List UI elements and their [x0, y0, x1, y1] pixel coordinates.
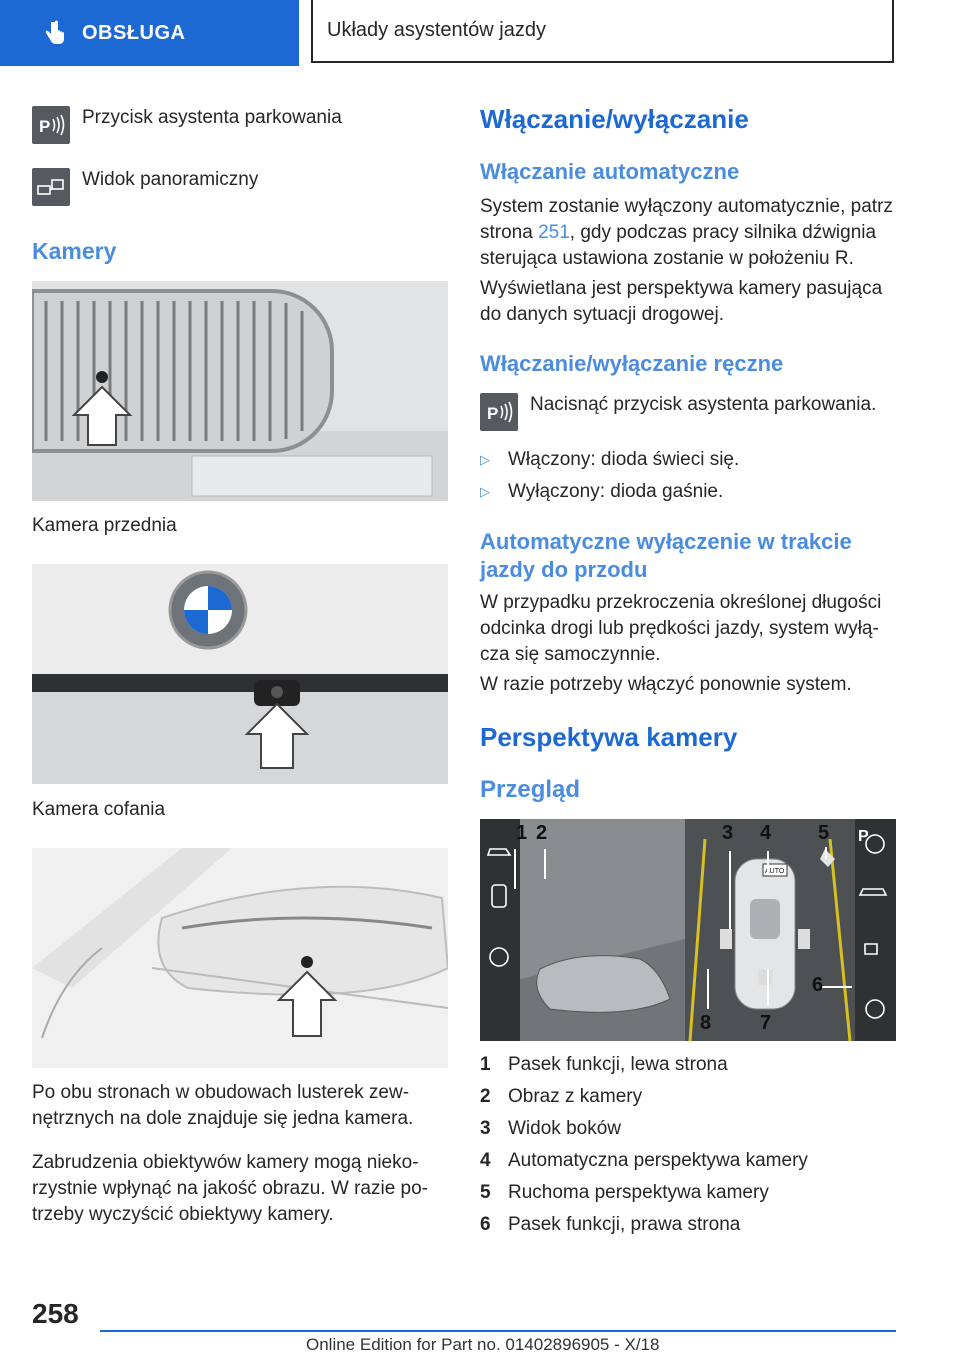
subheading: Włączanie/wyłączanie ręczne — [480, 351, 784, 376]
list-item: ▷ Wyłączony: dioda gaśnie. — [480, 481, 724, 502]
callout-2: 2 — [536, 822, 548, 844]
icon-item-label: Nacisnąć przycisk asystenta parkowania. — [530, 394, 877, 415]
triangle-bullet-icon: ▷ — [480, 484, 490, 499]
svg-text:P: P — [39, 117, 51, 136]
chapter-title: Układy asystentów jazdy — [327, 19, 546, 41]
paragraph: Po obu stronach w obudowach lusterek zewnętrznych na dole znajduje się jedna kamera. — [32, 1082, 414, 1129]
icon-item-panorama — [32, 168, 258, 206]
subheading: Automatyczne wyłączenie w trakcie jazdy do przodu — [480, 529, 852, 582]
page-header — [0, 0, 960, 66]
list-item: 5 Ruchoma perspektywa kamery — [480, 1182, 769, 1203]
subheading: Przegląd — [480, 776, 581, 803]
list-item: 3 Widok boków — [480, 1118, 621, 1139]
hand-pointer-icon — [40, 19, 68, 47]
callout-4: 4 — [760, 822, 772, 844]
section-title: Włączanie/wyłączanie — [480, 104, 749, 134]
image-caption: Kamera przednia — [32, 515, 177, 536]
page-link[interactable]: 251 — [538, 222, 570, 243]
list-item: 4 Automatyczna perspektywa kamery — [480, 1150, 808, 1171]
callout-6: 6 — [812, 974, 824, 996]
icon-item-parking — [32, 106, 342, 144]
list-item: 2 Obraz z kamery — [480, 1086, 643, 1107]
parking-assistant-icon — [480, 393, 518, 431]
callout-8: 8 — [700, 1012, 712, 1034]
cameras-heading: Kamery — [32, 238, 117, 264]
legend-list — [480, 1049, 808, 1241]
camera-display-image — [480, 819, 896, 1041]
auto-badge: AUTO — [765, 868, 785, 875]
mirror-camera-image — [32, 848, 448, 1068]
page-number: 258 — [32, 1298, 79, 1329]
rear-camera-image — [32, 564, 448, 784]
svg-text:P: P — [858, 828, 869, 845]
triangle-bullet-icon: ▷ — [480, 452, 490, 467]
list-item: ▷ Włączony: dioda świeci się. — [480, 449, 740, 470]
edition-text: Online Edition for Part no. 01402896905 - X/18 — [306, 1335, 660, 1354]
paragraph: Wyświetlana jest perspektywa kamery pasująca do danych sytuacji drogowej. — [480, 278, 883, 325]
svg-text:P: P — [487, 404, 499, 423]
paragraph: Zabrudzenia obiektywów kamery mogą niekorzystnie wpłynąć na jakość obrazu. W razie potrzeby wyczyścić obiektywy kamery. — [32, 1152, 428, 1225]
list-item: 1 Pasek funkcji, lewa strona — [480, 1054, 728, 1075]
paragraph: System zostanie wyłączony automatycznie, patrz strona 251, gdy podczas pracy silnika dźwignia sterująca ustawiona zostanie w położeniu R. — [480, 196, 893, 269]
subheading: Włączanie automatyczne — [480, 159, 740, 184]
chapter-tab — [311, 0, 894, 63]
bullet-list — [480, 444, 739, 508]
parking-assistant-icon — [32, 106, 70, 144]
section-title: Perspektywa kamery — [480, 722, 738, 752]
icon-item-label: Przycisk asystenta parkowania — [82, 107, 342, 128]
callout-7: 7 — [760, 1012, 772, 1034]
icon-item-parking — [480, 393, 876, 431]
callout-3: 3 — [722, 822, 734, 844]
section-label: OBSŁUGA — [82, 21, 186, 44]
footer-divider — [100, 1330, 896, 1332]
paragraph: W razie potrzeby włączyć ponownie system. — [480, 674, 852, 695]
icon-item-label: Widok panoramiczny — [82, 169, 259, 190]
callout-5: 5 — [818, 822, 830, 844]
list-item: 6 Pasek funkcji, prawa strona — [480, 1214, 741, 1235]
section-tab[interactable] — [0, 0, 299, 66]
panorama-view-icon — [32, 168, 70, 206]
callout-1: 1 — [516, 822, 528, 844]
image-caption: Kamera cofania — [32, 799, 166, 820]
front-camera-image — [32, 281, 448, 501]
paragraph: W przypadku przekroczenia określonej długości odcinka drogi lub prędkości jazdy, system wyłącza się samoczynnie. — [480, 592, 882, 665]
